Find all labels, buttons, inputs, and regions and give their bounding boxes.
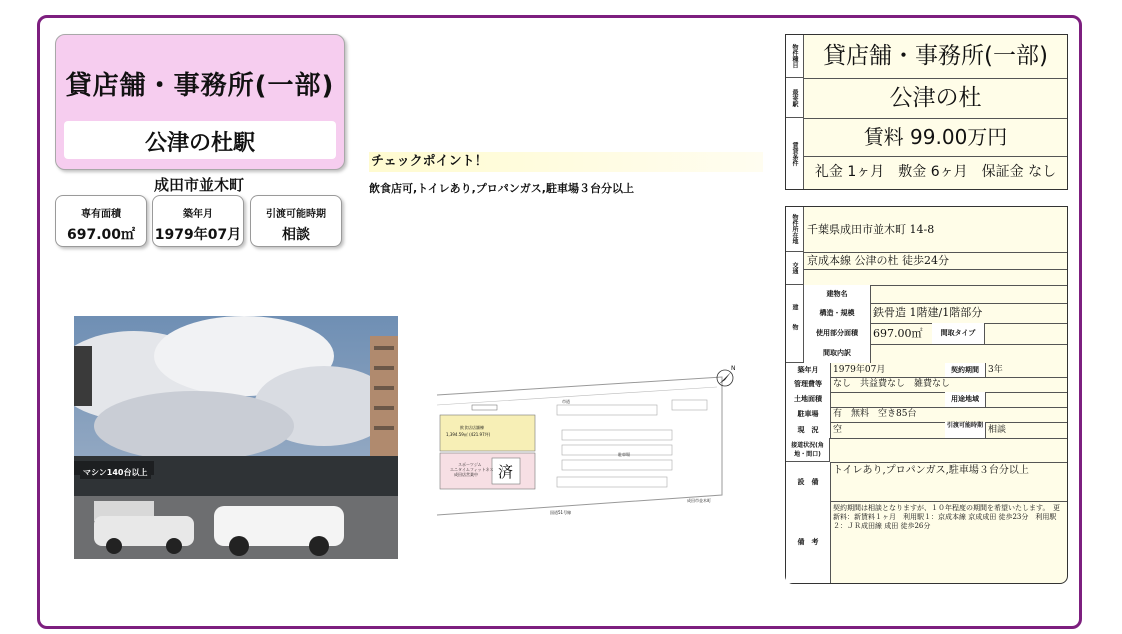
property-title-card (55, 34, 345, 170)
map-building-area: 1,394.59㎡ (421.97坪) (446, 432, 491, 437)
info-value: 相談 (282, 227, 310, 243)
building-photo (74, 316, 398, 559)
land-value (830, 392, 946, 408)
site-map (432, 365, 742, 525)
station-name: 公津の杜駅 (144, 131, 255, 156)
address-label: 成田市並木町 (153, 176, 244, 194)
equipment-label: 設 備 (786, 462, 831, 503)
area-value: 697.00㎡ (870, 323, 936, 345)
built-label: 築年月 (786, 363, 831, 378)
checkpoint-title: チェックポイント！ (369, 152, 763, 172)
map-side-note: 成田市並木町 (687, 498, 711, 503)
building-header-text: 建物 (791, 303, 798, 344)
map-road-top: 市道 (562, 399, 570, 404)
handover-value: 相談 (985, 422, 1067, 439)
photo-sign-text: マシン140台以上 (80, 466, 151, 479)
zoning-value (985, 392, 1067, 408)
summary-type: 貸店舗・事務所(一部) (804, 35, 1067, 79)
info-label: 築年月 (183, 209, 213, 220)
status-value: 空 (830, 422, 949, 439)
transit-header: 交通 (786, 252, 804, 285)
map-done-mark: 済 (498, 463, 514, 481)
parking-value: 有 無料 空き85台 (830, 407, 1067, 423)
handover-label: 引渡可能時期 (945, 422, 986, 439)
transit-value: 京成本線 公津の杜 徒歩24分 (804, 252, 1067, 270)
area-label: 使用部分面積 (804, 323, 871, 345)
info-label: 専有面積 (81, 209, 121, 220)
summary-station: 公津の杜 (804, 78, 1067, 119)
conditions-header: 賃貸条件 (786, 118, 804, 189)
contract-label: 契約期間 (945, 363, 986, 378)
layout-type-label: 間取タイプ (932, 323, 985, 345)
north-label: N (731, 365, 736, 372)
location-header: 物件所在地 (786, 207, 804, 252)
structure-label: 構造・規模 (804, 303, 871, 324)
map-building-label: 飲食店店舗棟 (460, 425, 484, 430)
map-shop-label: スポーツジム (458, 462, 482, 467)
layout-detail-label: 間取内訳 (804, 344, 871, 363)
summary-deposits: 礼金 1ヶ月 敷金 6ヶ月 保証金 なし (814, 164, 1057, 180)
equipment-value: トイレあり,プロパンガス,駐車場３台分以上 (830, 462, 1067, 502)
built-value: 1979年07月 (830, 363, 949, 378)
mgmt-value: なし 共益費なし 雑費なし (830, 377, 1067, 393)
station-box (64, 121, 336, 159)
info-label: 引渡可能時期 (266, 209, 326, 220)
notes-value: 契約期間は相談となりますが、１０年程度の期間を希望いたします。 更新料：新賃料１ヶ月 利用駅１：京成本線 京成成田 徒歩23分 利用駅２：ＪＲ成田線 成田 徒歩26分 (833, 504, 1060, 530)
land-label: 土地面積 (786, 392, 831, 408)
detail-table (785, 206, 1068, 584)
contract-value: 3年 (985, 363, 1067, 378)
status-label: 現 況 (786, 422, 831, 439)
layout-type-value (984, 323, 1067, 345)
structure-value: 鉄骨造 1階建/1階部分 (870, 303, 1067, 324)
parking-label: 駐車場 (786, 407, 831, 423)
transit-blank (804, 269, 1067, 286)
info-value: 697.00㎡ (66, 227, 136, 243)
mgmt-label: 管理費等 (786, 377, 831, 393)
checkpoint-text: 飲食店可,トイレあり,プロパンガス,駐車場３台分以上 (369, 182, 634, 195)
north-arrow-icon (715, 365, 736, 388)
location-value: 千葉県成田市並木町 14-8 (804, 207, 1067, 253)
zoning-label: 用途地域 (945, 392, 986, 408)
map-parking-label: 駐車場 (618, 452, 630, 457)
type-header: 物件種目 (786, 35, 804, 78)
summary-table (785, 34, 1068, 190)
station-header: 最寄駅 (786, 78, 804, 118)
info-box-area (55, 195, 147, 247)
map-road-bottom: 国道51号線 (550, 510, 572, 515)
info-box-built (152, 195, 244, 247)
map-shop-label2: エニタイムフィットネス (450, 467, 494, 472)
info-box-handover (250, 195, 342, 247)
road-label: 接道状況(角地・間口) (786, 438, 830, 462)
building-name-value (870, 285, 1067, 304)
property-type-title: 貸店舗・事務所(一部) (65, 71, 335, 101)
notes-label: 備 考 (786, 502, 831, 583)
summary-rent: 賃料 99.00万円 (804, 118, 1067, 157)
map-shop-label3: 成田店営業中 (454, 472, 478, 477)
info-value: 1979年07月 (154, 227, 242, 243)
building-header (786, 285, 804, 363)
building-name-label: 建物名 (804, 285, 871, 304)
road-value (830, 438, 1067, 463)
